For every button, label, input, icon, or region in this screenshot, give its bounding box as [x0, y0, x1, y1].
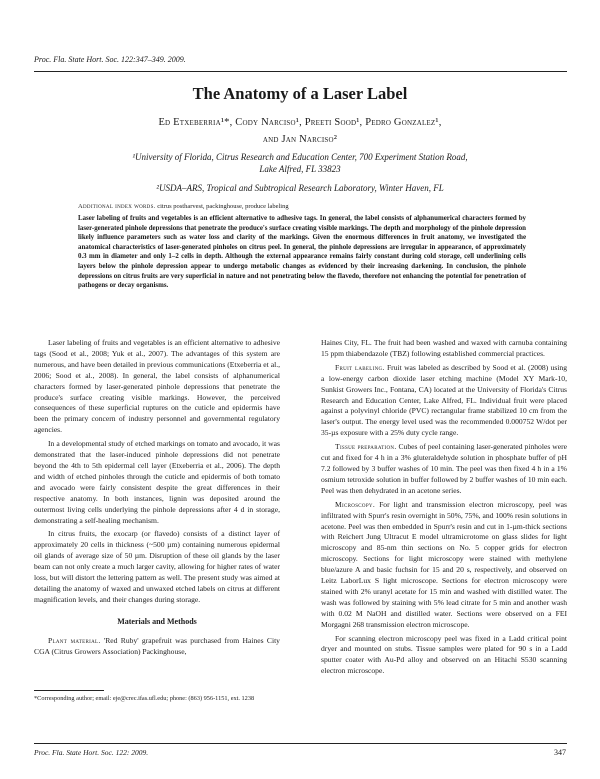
affiliation-1-line-2: Lake Alfred, FL 33823 [259, 164, 341, 174]
keywords [78, 203, 528, 210]
keywords-label: Additional index words. [78, 203, 156, 210]
fruit-labeling-label: Fruit labeling. [335, 362, 385, 372]
footer-rule [34, 743, 567, 744]
keywords-text: citrus postharvest, packinghouse, produce labeling [157, 203, 289, 210]
paper-title: The Anatomy of a Laser Label [192, 84, 408, 103]
tissue-preparation-label: Tissue preparation. [335, 442, 397, 452]
author-line-2: and Jan Narciso² [262, 134, 338, 145]
author-list [80, 114, 520, 148]
right-column [321, 338, 567, 677]
fruit-labeling-paragraph [321, 363, 567, 439]
affiliation-1 [90, 151, 510, 175]
affiliation-2: ²USDA–ARS, Tropical and Subtropical Research Laboratory, Winter Haven, FL [156, 183, 444, 193]
plant-material-text: 'Red Ruby' grapefruit was purchased from Haines City CGA (Citrus Growers Association) Packinghouse, [34, 635, 280, 656]
intro-paragraph-1: Laser labeling of fruits and vegetables is an efficient alternative to adhesive tags (Sood et al., 2008; Yuk et al., 2007). The advantages of this system are numerous, and have been detailed in previous communications (Etxeberria et al., 2006; Sood et al., 2008). In general, the label consists of alphanumerical characters formed by laser-generated pinhole depressions that penetrate the produce's surface creating visible markings. However, the perceived consequences of these superficial ruptures on the cuticle and epidermis have been the primary concern of industry personnel and governmental regulatory agencies. [34, 338, 280, 435]
header-rule [34, 71, 567, 72]
section-heading-materials-methods: Materials and Methods [117, 616, 197, 626]
intro-paragraph-2: In a developmental study of etched markings on tomato and avocado, it was demonstrated that the laser-induced pinhole depressions did not penetrate beyond the 4th to 5th epidermal cell layer (Etxeberria et al., 2006). The depth and width of etched pinholes through the cuticle and epidermis of both tomato and avocado were fairly consistent despite the great differences in their respective anatomy. In both instances, lignin was deposited around the outermost living cells underlying the pinhole depressions after 4 d in storage, demonstrating a self-healing mechanism. [34, 439, 280, 525]
footnote-rule [34, 690, 104, 691]
page-number: 347 [554, 748, 566, 757]
sem-paragraph: For scanning electron microscopy peel was fixed in a Ladd critical point dryer and mounted on stubs. Tissue samples were plated for 90 s in a Ladd sputter coater with Au-Pd alloy and observed on an Hitachi S530 scanning electron microscope. [321, 633, 567, 676]
affiliation-1-line-1: ¹University of Florida, Citrus Research and Education Center, 700 Experiment Station Road, [132, 152, 468, 162]
corresponding-author-note: *Corresponding author; email: eje@crec.ifas.ufl.edu; phone: (863) 956-1151, ext. 1238 [34, 695, 255, 702]
intro-paragraph-3: In citrus fruits, the exocarp (or flavedo) consists of a distinct layer of approximately 20 cells in thickness (~500 µm) containing numerous epidermal oil glands of average size of 50 µm. Disruption of these oil glands by the laser beam can not only create a much larger cavity, allowing for higher rates of water loss, but will distort the lettering pattern as well. The present study was aimed at detailing the anatomy of waxed and unwaxed etched labels on citrus at different magnification levels, and their changes during storage. [34, 529, 280, 604]
tissue-preparation-text: Cubes of peel containing laser-generated pinholes were cut and fixed for 4 h in a 3% gluteraldehyde solution in phosphate buffer of pH 7.2 followed by 3 buffer washes of 10 min. The peel was then fixed 4 h in a 1% osmium tetroxide solution in buffer followed by 2 buffer washes of 10 min each. Peel was then dehydrated in an acetone series. [321, 442, 567, 495]
left-column [34, 338, 280, 657]
footer-citation: Proc. Fla. State Hort. Soc. 122: 2009. [34, 748, 149, 757]
plant-material-paragraph [34, 636, 280, 658]
fruit-labeling-text: Fruit was labeled as described by Sood et al. (2008) using a low-energy carbon dioxide laser etching machine (Model XY Mark-10, Sunkist Growers Inc., Fontana, CA) located at the University of Florida's Citrus Research and Education Center, Lake Alfred, FL. Individual fruit were placed against a polyvinyl chloride (PVC) rectangular frame stabilized 10 cm from the laser's output. The energy level used was the recommended 0.000752 W/dot per 35-µs exposure with a 25% duty cycle range. [321, 362, 567, 438]
microscopy-paragraph [321, 500, 567, 631]
microscopy-text: For light and transmission electron microscopy, peel was infiltrated with Spurr's resin overnight in 50%, 75%, and 100% resin solutions in acetone. Peel was then embedded in Spurr's resin and cut in 1-µm-thick sections with Reichert Jung Ultracut E model ultramicrotome on glass slides for light microscopy and 85-nm thin sections on No. 5 copper grids for electron microscopy. Sections for light microscopy were stained with methylene blue/azure A and basic fuchsin for 15 and 20 s, respectively, and observed on Leitz LaborLux S light microscope. Sections for electron microscopy were stained with 2% uranyl acetate for 15 min and washed with distilled water. The wash was followed by staining with 5% lead citrate for 5 min and another wash with 0.02 M NaOH and distilled water. Sections were observed on a FEI Morgagni 268 transmission electron microscope. [321, 499, 567, 629]
author-line-1: Ed Etxeberria¹*, Cody Narciso¹, Preeti Sood¹, Pedro Gonzalez¹, [158, 117, 442, 128]
tissue-preparation-paragraph [321, 442, 567, 497]
footnote [34, 694, 280, 703]
plant-material-label: Plant material. [48, 635, 101, 645]
abstract: Laser labeling of fruits and vegetables is an efficient alternative to adhesive tags. In general, the label consists of alphanumerical characters formed by laser-generated pinhole depressions that penetrate the produce's surface creating visible markings. The depth and morphology of the pinhole depression likely influence parameters such as water loss and clarity of the markings. Given the enormous differences in fruit anatomy, we investigated the anatomical characteristics of laser-generated pinholes on citrus peel. In general, the pinhole depressions are irregular in appearance, of approximately 0.3 mm in diameter and only 1–2 cells in depth. Although the external appearance remains fairly constant during cold storage, cell underlining cells layers below the pinhole depression appear to undergo metabolic changes as evidenced by their increasing darkening. In conclusion, the pinhole depressions on citrus fruits are very superficial in nature and not penetrating below the flavedo, therefore not enhancing the potential for penetration of pathogens or decay organisms. [78, 215, 526, 290]
microscopy-label: Microscopy. [335, 499, 376, 509]
plant-material-continued: Haines City, FL. The fruit had been washed and waxed with carnuba containing 15 ppm thiabendazole (TBZ) following established commercial practices. [321, 338, 567, 358]
running-header: Proc. Fla. State Hort. Soc. 122:347–349. 2009. [34, 55, 186, 64]
